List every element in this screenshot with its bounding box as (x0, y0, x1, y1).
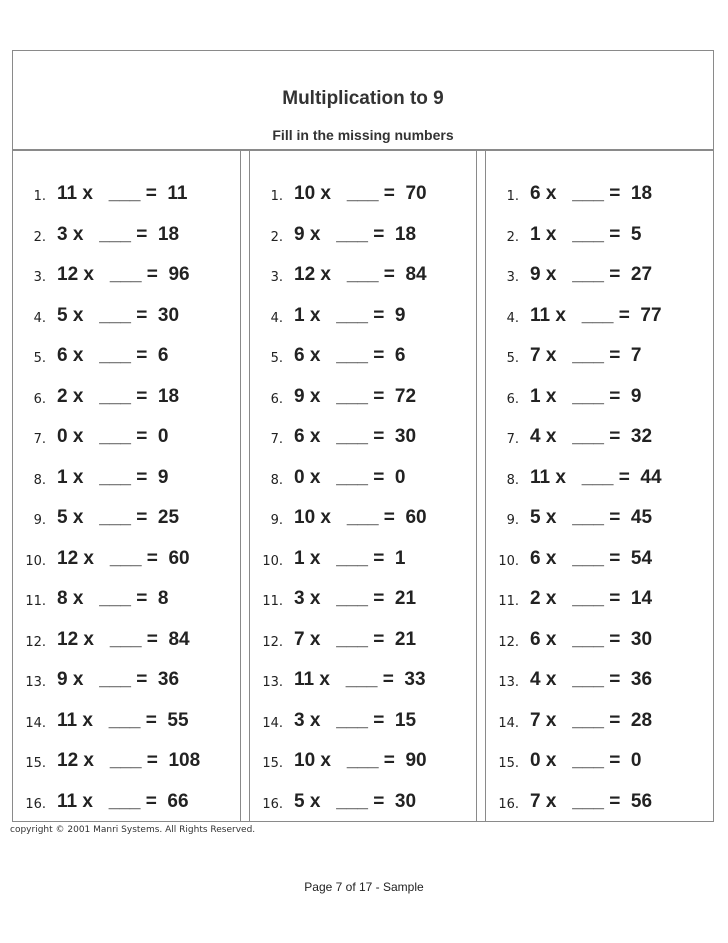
problem-row (250, 465, 476, 495)
problem-equation: 1 x ___ = 1 (294, 547, 406, 569)
problem-number: 9. (33, 513, 46, 528)
problem-equation: 8 x ___ = 8 (57, 588, 169, 609)
problem-row (486, 748, 713, 778)
problem-row (13, 546, 240, 576)
problem-equation: 12 x ___ = 84 (294, 264, 427, 285)
problem-row (13, 748, 240, 778)
problem-row (13, 627, 240, 657)
problem-number: 2. (33, 229, 46, 245)
problem-equation: 6 x ___ = 18 (530, 183, 653, 204)
problem-row (486, 789, 713, 819)
problem-equation: 5 x ___ = 45 (530, 507, 653, 528)
problem-equation: 9 x ___ = 72 (294, 385, 417, 407)
problem-equation: 1 x ___ = 5 (530, 223, 642, 245)
problem-row (250, 181, 476, 211)
problem-number: 15. (498, 756, 519, 771)
problem-row (250, 627, 476, 657)
problem-equation: 11 x ___ = 66 (57, 790, 189, 812)
problem-number: 7. (33, 432, 46, 447)
problem-equation: 4 x ___ = 32 (530, 426, 653, 447)
problem-number: 14. (498, 715, 519, 731)
problem-column-3 (485, 149, 713, 821)
problem-equation: 11 x ___ = 44 (530, 466, 662, 488)
problem-equation: 7 x ___ = 28 (530, 709, 653, 731)
problem-equation: 6 x ___ = 30 (530, 628, 653, 650)
problem-row (486, 627, 713, 657)
problem-equation: 2 x ___ = 14 (530, 588, 653, 609)
problem-number: 8. (506, 472, 519, 488)
problem-equation: 0 x ___ = 0 (294, 466, 406, 488)
problem-row (13, 262, 240, 292)
problem-equation: 11 x ___ = 77 (530, 304, 662, 326)
problem-row (486, 546, 713, 576)
problem-number: 9. (506, 513, 519, 528)
problem-row (250, 789, 476, 819)
worksheet-header (13, 51, 713, 151)
problem-equation: 7 x ___ = 21 (294, 628, 417, 650)
problem-equation: 12 x ___ = 108 (57, 750, 201, 771)
problem-column-2 (249, 149, 477, 821)
problem-row (13, 384, 240, 414)
problem-number: 7. (270, 432, 283, 447)
problem-number: 16. (262, 796, 283, 812)
problem-row (250, 505, 476, 535)
problem-number: 6. (33, 391, 46, 407)
problem-number: 5. (33, 351, 46, 366)
page-number: Page 7 of 17 - Sample (304, 880, 424, 894)
problem-number: 3. (33, 270, 46, 285)
problem-row (13, 667, 240, 697)
problem-equation: 12 x ___ = 84 (57, 628, 190, 650)
problem-row (13, 424, 240, 454)
problem-row (486, 586, 713, 616)
problem-number: 10. (498, 553, 519, 569)
problem-equation: 3 x ___ = 15 (294, 709, 417, 731)
worksheet-subtitle: Fill in the missing numbers (272, 127, 454, 143)
problem-equation: 1 x ___ = 9 (530, 385, 642, 407)
problem-equation: 6 x ___ = 30 (294, 426, 417, 447)
problem-number: 2. (270, 229, 283, 245)
problem-equation: 11 x ___ = 33 (294, 669, 426, 690)
problem-number: 12. (262, 634, 283, 650)
problem-number: 14. (25, 715, 46, 731)
problem-number: 1. (270, 189, 283, 204)
problem-number: 1. (33, 189, 46, 204)
problem-equation: 10 x ___ = 60 (294, 507, 427, 528)
problem-row (250, 222, 476, 252)
problem-equation: 0 x ___ = 0 (57, 426, 169, 447)
problem-equation: 0 x ___ = 0 (530, 750, 642, 771)
worksheet-title: Multiplication to 9 (282, 88, 444, 109)
problem-equation: 5 x ___ = 30 (57, 304, 180, 326)
problem-number: 5. (506, 351, 519, 366)
problem-number: 4. (270, 310, 283, 326)
problem-number: 12. (498, 634, 519, 650)
problem-row (13, 789, 240, 819)
problem-row (13, 708, 240, 738)
problem-row (13, 343, 240, 373)
problem-row (486, 505, 713, 535)
problem-row (13, 505, 240, 535)
problem-equation: 3 x ___ = 18 (57, 223, 180, 245)
problem-row (250, 262, 476, 292)
problem-row (250, 424, 476, 454)
problem-row (486, 343, 713, 373)
problem-row (250, 546, 476, 576)
problem-number: 10. (25, 553, 46, 569)
problem-row (250, 343, 476, 373)
problem-number: 13. (262, 675, 283, 690)
problem-equation: 6 x ___ = 6 (294, 345, 406, 366)
problem-equation: 6 x ___ = 6 (57, 345, 169, 366)
problem-row (486, 181, 713, 211)
problem-equation: 6 x ___ = 54 (530, 547, 653, 569)
problem-equation: 12 x ___ = 60 (57, 547, 190, 569)
problem-row (250, 384, 476, 414)
problem-equation: 7 x ___ = 56 (530, 790, 653, 812)
problem-equation: 2 x ___ = 18 (57, 385, 180, 407)
problem-row (13, 181, 240, 211)
problem-equation: 7 x ___ = 7 (530, 345, 642, 366)
problem-row (250, 586, 476, 616)
problem-number: 3. (270, 270, 283, 285)
problem-row (250, 708, 476, 738)
problem-number: 1. (506, 189, 519, 204)
problem-number: 13. (25, 675, 46, 690)
problem-row (250, 303, 476, 333)
problem-equation: 1 x ___ = 9 (294, 304, 406, 326)
problem-number: 15. (25, 756, 46, 771)
problem-number: 7. (506, 432, 519, 447)
problem-number: 6. (506, 391, 519, 407)
problem-equation: 9 x ___ = 27 (530, 264, 653, 285)
problem-number: 12. (25, 634, 46, 650)
problem-row (13, 586, 240, 616)
problem-number: 13. (498, 675, 519, 690)
problem-number: 11. (262, 594, 283, 609)
problem-row (486, 465, 713, 495)
problem-equation: 11 x ___ = 11 (57, 183, 188, 204)
problem-equation: 1 x ___ = 9 (57, 466, 169, 488)
problem-row (13, 222, 240, 252)
problem-equation: 10 x ___ = 70 (294, 183, 427, 204)
problem-row (486, 384, 713, 414)
problem-row (486, 424, 713, 454)
problem-row (13, 465, 240, 495)
problem-row (486, 667, 713, 697)
problem-equation: 3 x ___ = 21 (294, 588, 417, 609)
problem-row (486, 708, 713, 738)
problem-row (486, 303, 713, 333)
problem-row (250, 748, 476, 778)
problem-equation: 9 x ___ = 18 (294, 223, 417, 245)
problem-equation: 11 x ___ = 55 (57, 709, 189, 731)
problem-number: 9. (270, 513, 283, 528)
problem-equation: 4 x ___ = 36 (530, 669, 653, 690)
problem-equation: 9 x ___ = 36 (57, 669, 180, 690)
problem-number: 4. (33, 310, 46, 326)
problem-equation: 5 x ___ = 25 (57, 507, 180, 528)
problem-equation: 10 x ___ = 90 (294, 750, 427, 771)
problem-number: 16. (498, 796, 519, 812)
worksheet (12, 50, 714, 822)
problem-number: 16. (25, 796, 46, 812)
problem-number: 14. (262, 715, 283, 731)
problem-number: 8. (270, 472, 283, 488)
problem-row (486, 222, 713, 252)
problem-number: 4. (506, 310, 519, 326)
copyright-notice: copyright © 2001 Manri Systems. All Rights Reserved. (10, 825, 256, 835)
problem-number: 10. (262, 553, 283, 569)
problem-number: 11. (25, 594, 46, 609)
problem-row (250, 667, 476, 697)
problem-equation: 5 x ___ = 30 (294, 790, 417, 812)
problem-number: 8. (33, 472, 46, 488)
problem-number: 11. (498, 594, 519, 609)
problem-equation: 12 x ___ = 96 (57, 264, 190, 285)
problem-number: 5. (270, 351, 283, 366)
problem-row (486, 262, 713, 292)
problem-column-1 (13, 149, 241, 821)
problem-row (13, 303, 240, 333)
problem-number: 15. (262, 756, 283, 771)
problem-number: 2. (506, 229, 519, 245)
problem-number: 3. (506, 270, 519, 285)
problem-number: 6. (270, 391, 283, 407)
